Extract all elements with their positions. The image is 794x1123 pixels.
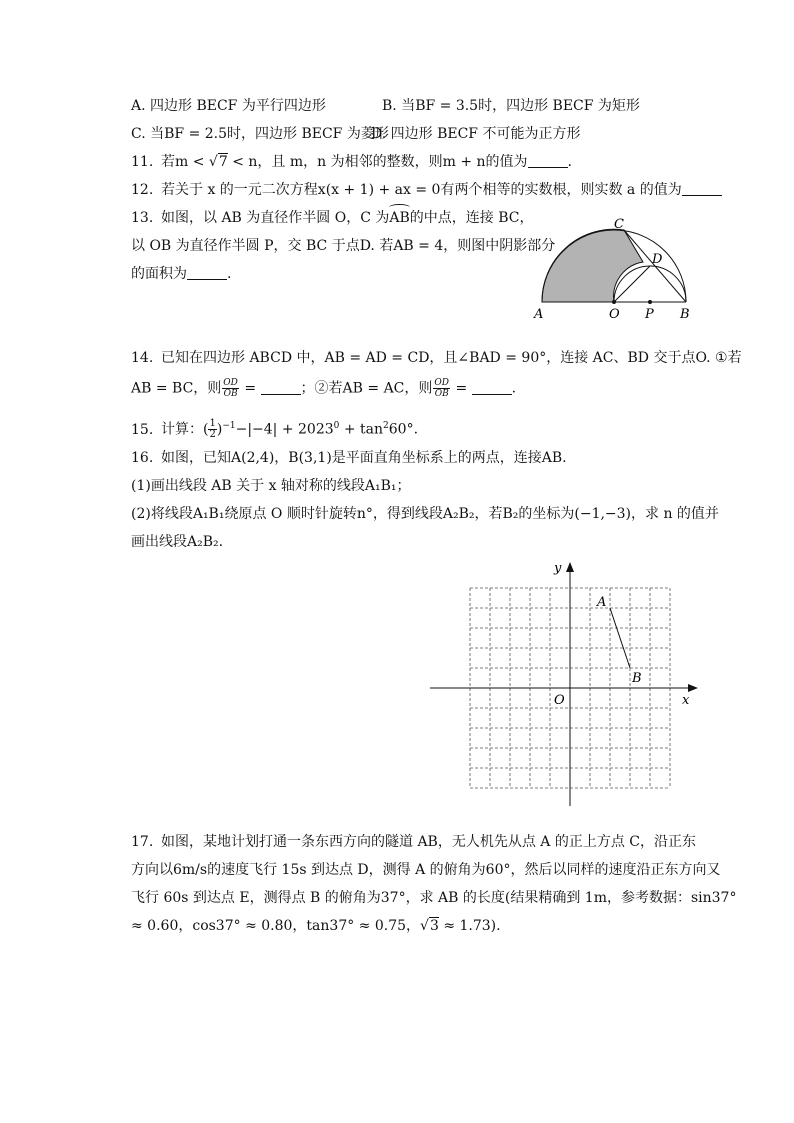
option-a: A. 四边形 BECF 为平行四边形 <box>131 98 326 114</box>
shaded-region <box>542 229 643 302</box>
question-16-part1: (1)画出线段 AB 关于 x 轴对称的线段A₁B₁； <box>131 478 411 494</box>
question-13-line2: 以 OB 为直径作半圆 P，交 BC 于点D. 若AB = 4，则图中阴影部分 <box>131 238 556 254</box>
question-15: 15. 计算：( $\frac{1}{2}$ )$^{-1}-|-4| + 2023^0 + \tan^260^\circ$. <box>131 418 419 441</box>
question-number: 11. <box>131 154 154 170</box>
label-a: A <box>534 307 544 322</box>
option-b: B. 当BF = 3.5时，四边形 BECF 为矩形 <box>382 98 640 114</box>
fraction-od-ob: $\frac{OD}{OB}$ <box>434 378 450 399</box>
semicircle-figure <box>528 214 698 326</box>
option-d: D. 四边形 BECF 不可能为正方形 <box>371 126 581 142</box>
question-11: 11. 若m < √7 < n，且 m，n 为相邻的整数，则m + n的值为 . <box>131 154 572 170</box>
question-17: 17. 如图，某地计划打通一条东西方向的隧道 AB，无人机先从点 A 的正上方点 C，沿正东 <box>131 834 697 850</box>
answer-blank-2[interactable] <box>472 380 512 395</box>
label-b: B <box>680 307 690 322</box>
question-12: 12. 若关于 x 的一元二次方程x(x + 1) + ax = 0有两个相等的实数根，则实数 a 的值为 <box>131 180 722 200</box>
label-point-a: A <box>597 595 607 610</box>
segment-ab <box>610 608 630 668</box>
y-axis-arrow-icon <box>566 562 574 572</box>
label-x: x <box>682 693 690 708</box>
question-number: 15. <box>131 421 154 438</box>
question-number: 16. <box>131 450 154 466</box>
answer-blank-1[interactable] <box>261 380 301 395</box>
fraction-od-ob: $\frac{OD}{OB}$ <box>223 378 238 399</box>
option-c: C. 当BF = 2.5时，四边形 BECF 为菱形 <box>131 126 389 142</box>
question-14: 14. 已知在四边形 ABCD 中，AB = AD = CD，且∠BAD = 90°，连接 AC、BD 交于点O. ①若 <box>131 350 742 366</box>
question-16-part2-cont: 画出线段A₂B₂. <box>131 534 224 550</box>
answer-blank[interactable] <box>528 153 568 168</box>
x-axis-arrow-icon <box>688 684 698 692</box>
label-y: y <box>554 561 562 576</box>
question-17-line2: 方向以6m/s的速度飞行 15s 到达点 D，测得 A 的俯角为60°，然后以同样的速度沿正东方向又 <box>131 862 721 878</box>
arc-label: AB <box>389 210 410 226</box>
question-number: 12. <box>131 182 154 198</box>
point-o <box>612 300 616 304</box>
point-p <box>648 300 652 304</box>
question-13-line3: 的面积为 . <box>131 266 232 282</box>
question-16: 16. 如图，已知A(2,4)，B(3,1)是平面直角坐标系上的两点，连接AB. <box>131 450 567 466</box>
question-number: 14. <box>131 350 154 366</box>
answer-blank[interactable] <box>682 181 722 196</box>
question-number: 13. <box>131 210 154 226</box>
question-17-line3: 飞行 60s 到达点 E，测得点 B 的俯角为37°，求 AB 的长度(结果精确到 1m，参考数据：sin37° <box>131 890 737 906</box>
label-c: C <box>614 217 624 232</box>
label-point-b: B <box>632 671 642 686</box>
question-17-line4: ≈ 0.60，cos37° ≈ 0.80，tan37° ≈ 0.75，√3 ≈ 1.73). <box>131 918 501 934</box>
coordinate-grid-figure <box>426 556 706 808</box>
label-d: D <box>652 252 663 267</box>
label-p: P <box>645 307 654 322</box>
question-number: 17. <box>131 834 154 850</box>
question-14-line2: AB = BC，则 $\frac{OD}{OB}$ = ；②若AB = AC，则 $\frac{OD}{OB}$ = . <box>131 378 517 399</box>
fraction-half: $\frac{1}{2}$ <box>209 418 216 441</box>
question-16-part2: (2)将线段A₁B₁绕原点 O 顺时针旋转n°，得到线段A₂B₂，若B₂的坐标为(−1,−3)，求 n 的值并 <box>131 506 719 522</box>
answer-blank[interactable] <box>187 265 227 280</box>
question-13: 13. 如图，以 AB 为直径作半圆 O，C 为AB的中点，连接 BC， <box>131 210 534 226</box>
label-o: O <box>609 307 620 322</box>
label-origin: O <box>554 693 565 708</box>
